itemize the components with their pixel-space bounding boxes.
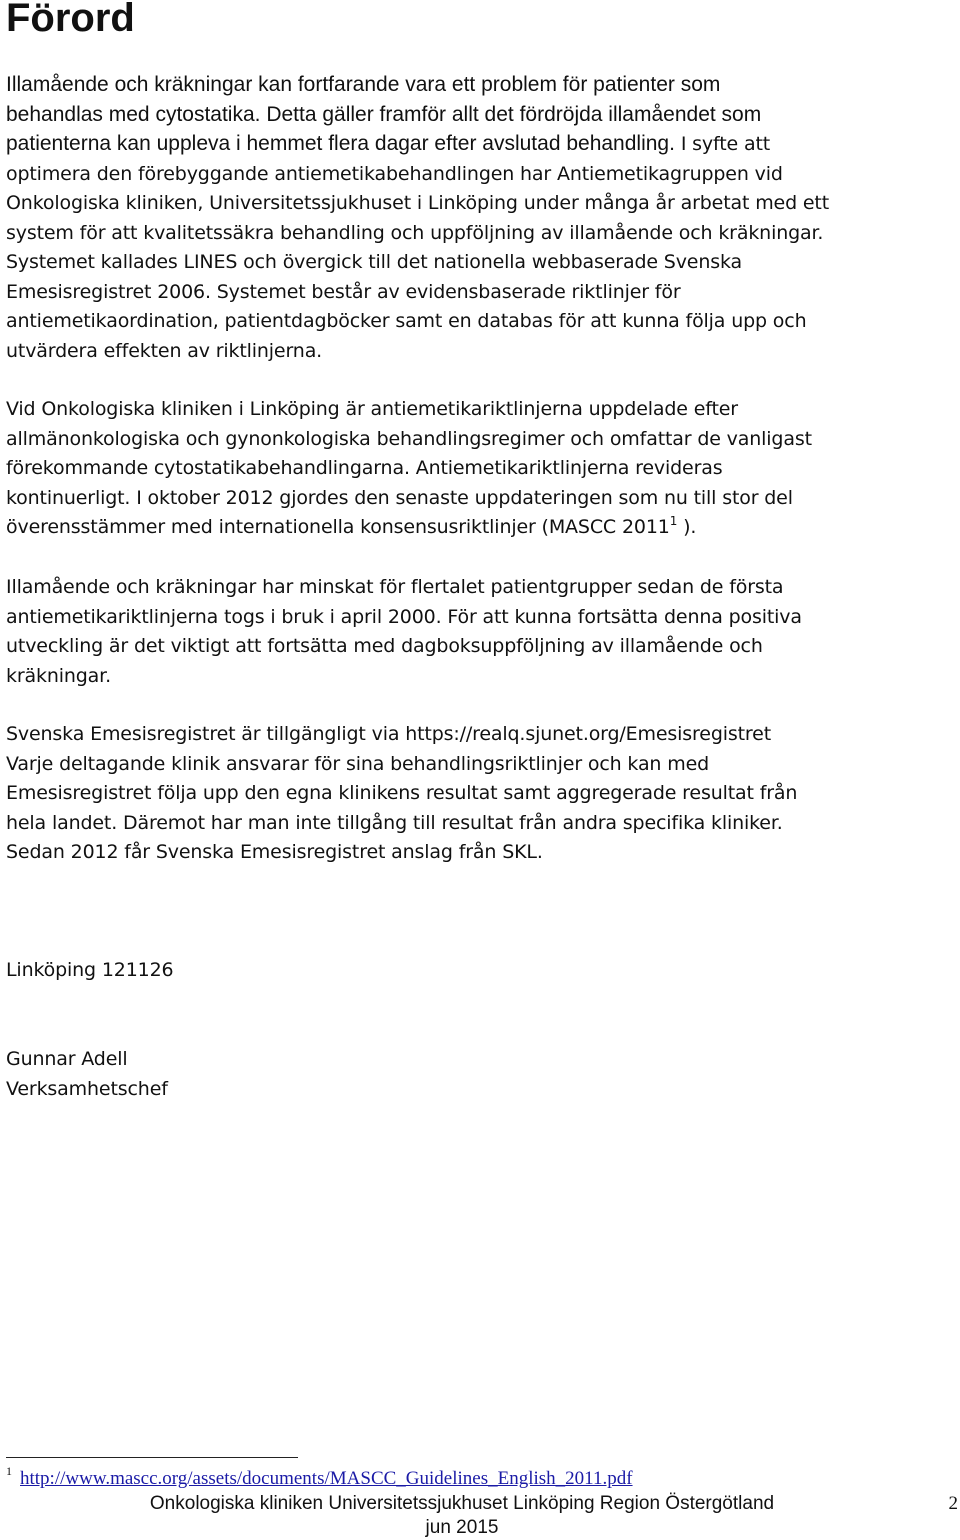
text-line: Illamående och kräkningar har minskat för flertalet patientgrupper sedan de första	[6, 576, 784, 598]
footnote-link[interactable]: http://www.mascc.org/assets/documents/MASCC_Guidelines_English_2011.pdf	[20, 1468, 633, 1489]
text-line: Illamående och kräkningar kan fortfarande vara ett problem för patienter som	[6, 73, 721, 96]
place-date	[6, 956, 950, 986]
text-fragment: patienterna kan uppleva i hemmet flera dagar efter avslutad behandling.	[6, 132, 675, 155]
text-line: behandlas med cytostatika. Detta gäller framför allt det fördröjda illamåendet som	[6, 102, 762, 126]
paragraph-results	[6, 573, 950, 691]
text-line: Onkologiska kliniken, Universitetssjukhuset i Linköping under många år arbetat med ett	[6, 192, 830, 214]
footer-organization: Onkologiska kliniken Universitetssjukhuset Linköping Region Östergötland	[149, 1493, 775, 1514]
text-line: Emesisregistret följa upp den egna klinikens resultat samt aggregerade resultat från	[6, 782, 798, 804]
text-line: optimera den förebyggande antiemetikabehandlingen har Antiemetikagruppen vid	[6, 162, 783, 185]
signature-role: Verksamhetschef	[6, 1077, 168, 1100]
text-line: förekommande cytostatikabehandlingarna. Antiemetikariktlinjerna revideras	[6, 457, 723, 479]
text-line	[6, 129, 950, 160]
text-line: hela landet. Däremot har man inte tillgång till resultat från andra specifika kliniker.	[6, 811, 783, 834]
footnote-marker: 1	[6, 1464, 12, 1478]
text-line: kräkningar.	[6, 664, 111, 687]
text-fragment: I syfte att	[674, 133, 771, 155]
text-line: Sedan 2012 får Svenska Emesisregistret anslag från SKL.	[6, 841, 543, 863]
paragraph-registry	[6, 720, 950, 868]
text-fragment: överensstämmer med internationella konsensusriktlinjer (MASCC 2011	[6, 516, 670, 538]
footnote-reference: 1	[669, 514, 678, 528]
text-line: Emesisregistret 2006. Systemet består av evidensbaserade riktlinjer för	[6, 280, 681, 303]
text-line: utvärdera effekten av riktlinjerna.	[6, 339, 323, 362]
footer-date: jun 2015	[425, 1517, 499, 1538]
page-number: 2	[948, 1493, 958, 1514]
signature-name: Gunnar Adell	[6, 1048, 128, 1070]
text-line: system för att kvalitetssäkra behandling och uppföljning av illamående och kräkningar.	[6, 221, 824, 244]
paragraph-guidelines	[6, 395, 950, 543]
text-line: Svenska Emesisregistret är tillgängligt via https://realq.sjunet.org/Emesisregistret	[6, 723, 772, 745]
text-line: Linköping 121126	[6, 959, 174, 981]
text-line: utveckling är det viktigt att fortsätta med dagboksuppföljning av illamående och	[6, 635, 763, 657]
signature-block	[6, 1045, 950, 1104]
text-line	[6, 513, 950, 543]
text-line: Vid Onkologiska kliniken i Linköping är antiemetikariktlinjerna uppdelade efter	[6, 398, 738, 420]
text-line: Systemet kallades LINES och övergick till det nationella webbaserade Svenska	[6, 251, 743, 273]
paragraph-intro	[6, 70, 950, 366]
text-line: Varje deltagande klinik ansvarar för sina behandlingsriktlinjer och kan med	[6, 752, 710, 775]
text-line: antiemetikaordination, patientdagböcker samt en databas för att kunna följa upp och	[6, 310, 807, 332]
text-line: antiemetikariktlinjerna togs i bruk i april 2000. För att kunna fortsätta denna positiva	[6, 605, 802, 628]
footnote	[6, 1464, 633, 1491]
text-line: kontinuerligt. I oktober 2012 gjordes den senaste uppdateringen som nu till stor del	[6, 486, 793, 509]
text-fragment: ).	[677, 516, 697, 538]
text-line: allmänonkologiska och gynonkologiska behandlingsregimer och omfattar de vanligast	[6, 427, 812, 450]
page-title: Förord	[6, 0, 135, 40]
footnote-divider	[6, 1457, 298, 1458]
